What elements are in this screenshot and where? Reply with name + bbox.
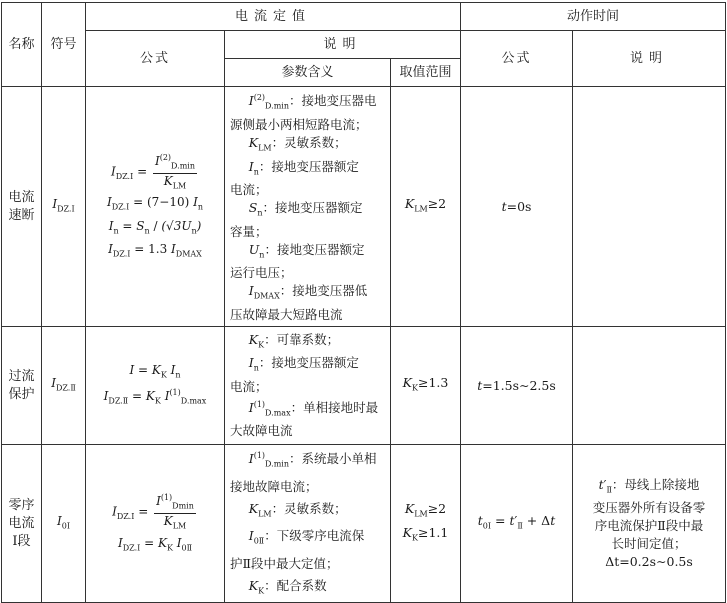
- time-note-cell: [573, 327, 726, 445]
- formula-cell: $I_{DZ.Ⅰ}$ = $\frac{I^{(2)}_{D.min}}{K_{LM}}$ $I_{DZ.Ⅰ} = (7-10)$ $I_n$ $I_n = S_n / (√3U_n)$ $I_{DZ.Ⅰ} = 1.3$ $I_{DMAX}$: [86, 87, 225, 327]
- row-symbol: $I_{DZ.Ⅱ}$: [42, 327, 86, 445]
- protection-setting-table: [1, 2, 726, 603]
- row-name: 过流 保护: [2, 327, 42, 445]
- header-symbol: 符号: [42, 3, 86, 87]
- row-symbol: $I_{DZ.Ⅰ}$: [42, 87, 86, 327]
- time-formula-cell: t=1.5s∼2.5s: [461, 327, 573, 445]
- header-time-explanation: 说明: [573, 31, 726, 87]
- table-row: [2, 445, 726, 603]
- time-note-cell: [573, 87, 726, 327]
- explanation-cell: $I^{(1)}_{D.min}$：系统最小单相 接地故障电流； $K_{LM}$：灵敏系数； $I_{0Ⅱ}$：下级零序电流保 护Ⅱ段中最大定值； $K_K$：配合系数: [225, 445, 391, 603]
- range-cell: $K_{LM}\ge 2$: [391, 87, 461, 327]
- header-time-formula: 公式: [461, 31, 573, 87]
- formula-cell: $I = K_K$ $I_n$ $I_{DZ.Ⅱ} = K_K$ $I^{(1)}_{D.max}$: [86, 327, 225, 445]
- explanation-cell: $I^{(2)}_{D.min}$：接地变压器电 源侧最小两相短路电流； $K_{LM}$：灵敏系数； $I_n$：接地变压器额定 电流； $S_n$：接地变压器额定 容量； $U_n$：接地变压器额定 运行电压； $I_{DMAX}$：接地变压器低 压故障最大短路电流: [225, 87, 391, 327]
- explanation-cell: $K_K$：可靠系数； $I_n$：接地变压器额定 电流； $I^{(1)}_{D.max}$：单相接地时最 大故障电流: [225, 327, 391, 445]
- range-cell: $K_{LM}\ge 2$ $K_K\ge 1.1$: [391, 445, 461, 603]
- header-current-setting: 电流定值: [86, 3, 461, 31]
- header-explanation: 说明: [225, 31, 461, 59]
- header-action-time: 动作时间: [461, 3, 726, 31]
- time-formula-cell: $t_{0Ⅰ} = t'_Ⅱ + \Delta t$: [461, 445, 573, 603]
- header-value-range: 取值范围: [391, 59, 461, 87]
- row-name: 零序 电流 Ⅰ段: [2, 445, 42, 603]
- header-name: 名称: [2, 3, 42, 87]
- time-note-cell: $t'_Ⅱ$：母线上除接地 变压器外所有设备零 序电流保护Ⅱ段中最 长时间定值； Δt=0.2s∼0.5s: [573, 445, 726, 603]
- table-row: [2, 87, 726, 327]
- time-formula-cell: t=0s: [461, 87, 573, 327]
- header-param-meaning: 参数含义: [225, 59, 391, 87]
- header-formula: 公式: [86, 31, 225, 87]
- row-name: 电流 速断: [2, 87, 42, 327]
- table-row: [2, 327, 726, 445]
- row-symbol: $I_{0Ⅰ}$: [42, 445, 86, 603]
- range-cell: $K_K\ge 1.3$: [391, 327, 461, 445]
- formula-cell: $I_{DZ.Ⅰ}$ = $\frac{I^{(1)}_{Dmin}}{K_{LM}}$ $I_{DZ.Ⅰ} = K_K$ $I_{0Ⅱ}$: [86, 445, 225, 603]
